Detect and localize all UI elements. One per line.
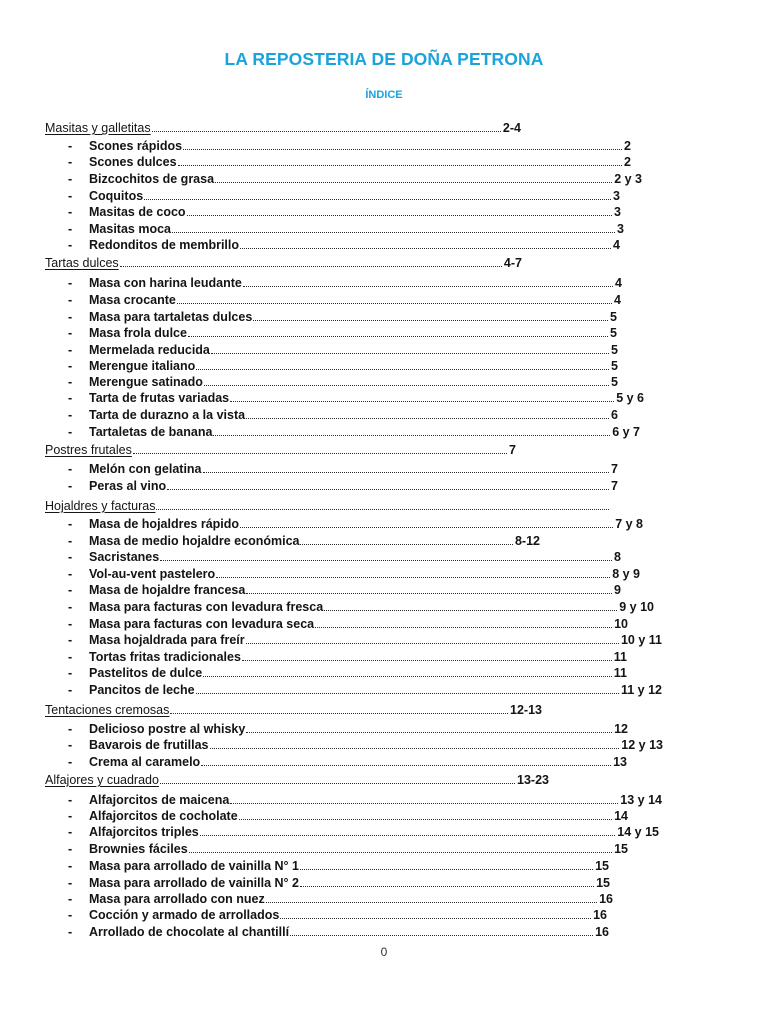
toc-page-ref: 9 [614,583,621,597]
toc-entry-label: Alfajorcitos de cocholate [89,809,238,823]
toc-page-ref: 2-4 [502,121,521,135]
bullet-dash: - [68,617,73,631]
bullet-dash: - [68,408,73,422]
dot-leader [240,527,613,528]
toc-entry [66,582,621,598]
toc-entry [66,599,654,615]
bullet-dash: - [68,722,73,736]
toc-entry-label: Coquitos [89,189,144,203]
dot-leader [213,435,610,436]
toc-entry [66,754,627,770]
dot-leader [239,819,612,820]
toc-page-ref: 3 [613,189,620,203]
toc-entry-label: Sacristanes [89,550,160,564]
toc-page-ref: 8 y 9 [612,567,640,581]
index-heading: ÍNDICE [365,89,403,101]
dot-leader [187,215,612,216]
dot-leader [246,418,609,419]
document-title: LA REPOSTERIA DE DOÑA PETRONA [224,49,544,69]
toc-page-ref: 10 [614,617,628,631]
toc-page-ref: 5 [611,375,618,389]
toc-page-ref: 15 [595,859,609,873]
toc-entry [66,221,624,237]
toc-entry [66,824,659,840]
toc-page-ref: 12-13 [510,703,542,717]
toc-entry [66,549,621,565]
toc-page-ref: 7 [611,462,618,476]
dot-leader [315,627,612,628]
toc-page-ref: 2 [624,155,631,169]
dot-leader [253,320,608,321]
toc-entry [66,374,618,390]
dot-leader [246,593,612,594]
toc-entry [66,461,618,477]
toc-section [45,255,522,271]
toc-entry-label: Masa para arrollado de vainilla N° 1 [89,859,299,873]
dot-leader [144,199,611,200]
toc-entry-label: Masa para tartaletas dulces [89,310,253,324]
dot-leader [324,610,617,611]
toc-entry-label: Masa frola dulce [89,326,187,340]
toc-entry-label: Masa de hojaldres rápido [89,517,240,531]
toc-page-ref: 4 [614,293,621,307]
toc-entry [66,808,628,824]
bullet-dash: - [68,139,73,153]
bullet-dash: - [68,892,73,906]
toc-page-ref: 12 y 13 [621,738,663,752]
toc-entry-label: Masa para facturas con levadura fresca [89,600,324,614]
toc-entry-label: Masa para arrollado con nuez [89,892,265,906]
toc-entry [66,566,640,582]
toc-page-ref: 12 [614,722,628,736]
dot-leader [196,369,609,370]
toc-entry-label: Masa de hojaldre francesa [89,583,246,597]
toc-section [45,772,549,788]
toc-entry [66,721,628,737]
toc-page-ref: 14 [614,809,628,823]
dot-leader [216,577,610,578]
toc-entry [66,188,620,204]
toc-entry-label: Redonditos de membrillo [89,238,240,252]
bullet-dash: - [68,276,73,290]
bullet-dash: - [68,326,73,340]
toc-page-ref: 13-23 [517,773,549,787]
toc-entry [66,632,662,648]
toc-entry-label: Tarta de durazno a la vista [89,408,246,422]
toc-entry-label: Merengue satinado [89,375,203,389]
toc-page-ref: 6 [611,408,618,422]
bullet-dash: - [68,842,73,856]
dot-leader [201,765,611,766]
toc-entry [66,424,640,440]
bullet-dash: - [68,479,73,493]
dot-leader [300,869,593,870]
toc-entry-label: Bizcochitos de grasa [89,172,215,186]
dot-leader [290,935,593,936]
toc-entry-label: Brownies fáciles [89,842,188,856]
toc-entry-label: Arrollado de chocolate al chantillí [89,925,290,939]
toc-entry-label: Peras al vino [89,479,167,493]
toc-entry [66,237,620,253]
toc-entry-label: Masa para facturas con levadura seca [89,617,315,631]
toc-entry-label: Scones dulces [89,155,177,169]
toc-entry-label: Masa con harina leudante [89,276,242,290]
toc-entry-label: Masitas moca [89,222,171,236]
toc-section [45,498,610,514]
bullet-dash: - [68,205,73,219]
toc-entry-label: Tarta de frutas variadas [89,391,230,405]
toc-entry [66,616,628,632]
toc-entry-label: Masa hojaldrada para freír [89,633,245,647]
toc-section-title: Masitas y galletitas [45,121,151,135]
bullet-dash: - [68,425,73,439]
toc-page-ref: 16 [599,892,613,906]
dot-leader [240,248,611,249]
dot-leader [160,560,612,561]
dot-leader [230,401,614,402]
toc-entry [66,171,642,187]
toc-entry-label: Scones rápidos [89,139,183,153]
toc-section [45,702,542,718]
toc-entry-label: Masa para arrollado de vainilla N° 2 [89,876,299,890]
bullet-dash: - [68,343,73,357]
dot-leader [204,385,609,386]
toc-page-ref: 4 [615,276,622,290]
toc-entry [66,325,617,341]
toc-page-ref: 3 [614,205,621,219]
dot-leader [200,835,616,836]
toc-page-ref: 13 y 14 [620,793,662,807]
dot-leader [196,693,619,694]
toc-entry-label: Pastelitos de dulce [89,666,203,680]
toc-section [45,442,516,458]
toc-entry-label: Merengue italiano [89,359,196,373]
toc-entry [66,358,618,374]
bullet-dash: - [68,876,73,890]
dot-leader [203,676,612,677]
bullet-dash: - [68,859,73,873]
dot-leader [203,472,610,473]
dot-leader [133,453,507,454]
toc-entry [66,407,618,423]
toc-page-ref: 11 y 12 [620,683,662,697]
toc-entry-label: Cocción y armado de arrollados [89,908,280,922]
bullet-dash: - [68,567,73,581]
toc-page-ref: 2 [624,139,631,153]
dot-leader [170,713,508,714]
dot-leader [242,660,612,661]
toc-entry-label: Vol-au-vent pastelero [89,567,216,581]
toc-page-ref: 8 [614,550,621,564]
toc-entry [66,841,628,857]
dot-leader [210,748,620,749]
dot-leader [230,803,618,804]
toc-page-ref: 7 [509,443,516,457]
dot-leader [189,852,612,853]
bullet-dash: - [68,666,73,680]
toc-page-ref: 16 [593,908,607,922]
bullet-dash: - [68,755,73,769]
dot-leader [177,303,612,304]
dot-leader [280,918,591,919]
dot-leader [156,509,609,510]
toc-entry-label: Tartaletas de banana [89,425,213,439]
toc-entry [66,478,618,494]
bullet-dash: - [68,793,73,807]
toc-entry [66,292,621,308]
dot-leader [188,336,608,337]
toc-section-title: Tartas dulces [45,256,119,270]
bullet-dash: - [68,908,73,922]
toc-entry-label: Alfajorcitos triples [89,825,199,839]
dot-leader [160,783,515,784]
dot-leader [266,902,597,903]
toc-entry [66,891,613,907]
dot-leader [152,131,501,132]
toc-entry [66,154,631,170]
toc-page-ref: 16 [595,925,609,939]
toc-entry [66,309,617,325]
dot-leader [183,149,622,150]
dot-leader [120,266,502,267]
toc-page-ref: 4 [613,238,620,252]
toc-page-ref: 8-12 [514,534,540,548]
toc-section [45,120,521,136]
bullet-dash: - [68,633,73,647]
toc-page-ref: 5 [611,343,618,357]
dot-leader [246,643,619,644]
toc-entry [66,275,622,291]
toc-page-ref: 10 y 11 [620,633,662,647]
bullet-dash: - [68,517,73,531]
toc-entry [66,516,643,532]
toc-page-ref: 5 [611,359,618,373]
toc-entry [66,924,609,940]
toc-page-ref: 15 [614,842,628,856]
bullet-dash: - [68,550,73,564]
bullet-dash: - [68,683,73,697]
dot-leader [243,286,613,287]
toc-page-ref: 15 [596,876,610,890]
bullet-dash: - [68,310,73,324]
page-number: 0 [380,945,388,959]
toc-entry [66,390,644,406]
toc-entry-label: Tortas fritas tradicionales [89,650,241,664]
bullet-dash: - [68,222,73,236]
dot-leader [167,489,609,490]
toc-section-title: Hojaldres y facturas [45,499,156,513]
dot-leader [178,165,623,166]
bullet-dash: - [68,155,73,169]
bullet-dash: - [68,534,73,548]
toc-entry [66,204,621,220]
bullet-dash: - [68,462,73,476]
toc-entry [66,533,540,549]
toc-page-ref: 11 [613,650,627,664]
toc-section-title: Alfajores y cuadrado [45,773,159,787]
toc-page-ref: 3 [617,222,624,236]
bullet-dash: - [68,650,73,664]
dot-leader [211,353,609,354]
toc-entry [66,792,662,808]
toc-page-ref: 9 y 10 [619,600,654,614]
toc-entry-label: Masa crocante [89,293,176,307]
bullet-dash: - [68,825,73,839]
toc-page-ref: 7 y 8 [615,517,643,531]
bullet-dash: - [68,172,73,186]
toc-page-ref: 13 [613,755,627,769]
dot-leader [215,182,612,183]
bullet-dash: - [68,238,73,252]
toc-entry [66,907,607,923]
bullet-dash: - [68,189,73,203]
toc-page-ref: 6 y 7 [612,425,640,439]
bullet-dash: - [68,809,73,823]
toc-entry [66,737,663,753]
bullet-dash: - [68,375,73,389]
toc-page-ref: 4-7 [503,256,522,270]
toc-entry-label: Masa de medio hojaldre económica [89,534,300,548]
toc-entry-label: Pancitos de leche [89,683,195,697]
toc-entry [66,649,627,665]
dot-leader [300,886,594,887]
toc-entry-label: Delicioso postre al whisky [89,722,246,736]
toc-section-title: Postres frutales [45,443,132,457]
bullet-dash: - [68,925,73,939]
toc-entry [66,665,627,681]
toc-entry [66,138,631,154]
toc-section-title: Tentaciones cremosas [45,703,170,717]
bullet-dash: - [68,583,73,597]
toc-entry-label: Bavarois de frutillas [89,738,209,752]
bullet-dash: - [68,293,73,307]
dot-leader [300,544,512,545]
toc-page-ref: 11 [613,666,627,680]
bullet-dash: - [68,359,73,373]
toc-entry [66,342,618,358]
toc-entry-label: Crema al caramelo [89,755,201,769]
bullet-dash: - [68,600,73,614]
toc-entry [66,858,609,874]
bullet-dash: - [68,391,73,405]
toc-entry-label: Alfajorcitos de maicena [89,793,230,807]
bullet-dash: - [68,738,73,752]
dot-leader [172,232,615,233]
toc-page-ref: 5 [610,326,617,340]
toc-entry [66,682,662,698]
toc-entry-label: Masitas de coco [89,205,186,219]
toc-entry-label: Melón con gelatina [89,462,202,476]
dot-leader [246,732,612,733]
toc-entry-label: Mermelada reducida [89,343,210,357]
toc-page-ref: 5 y 6 [616,391,644,405]
toc-page-ref: 7 [611,479,618,493]
toc-entry [66,875,610,891]
toc-page-ref: 14 y 15 [617,825,659,839]
toc-page-ref: 2 y 3 [614,172,642,186]
toc-page-ref: 5 [610,310,617,324]
